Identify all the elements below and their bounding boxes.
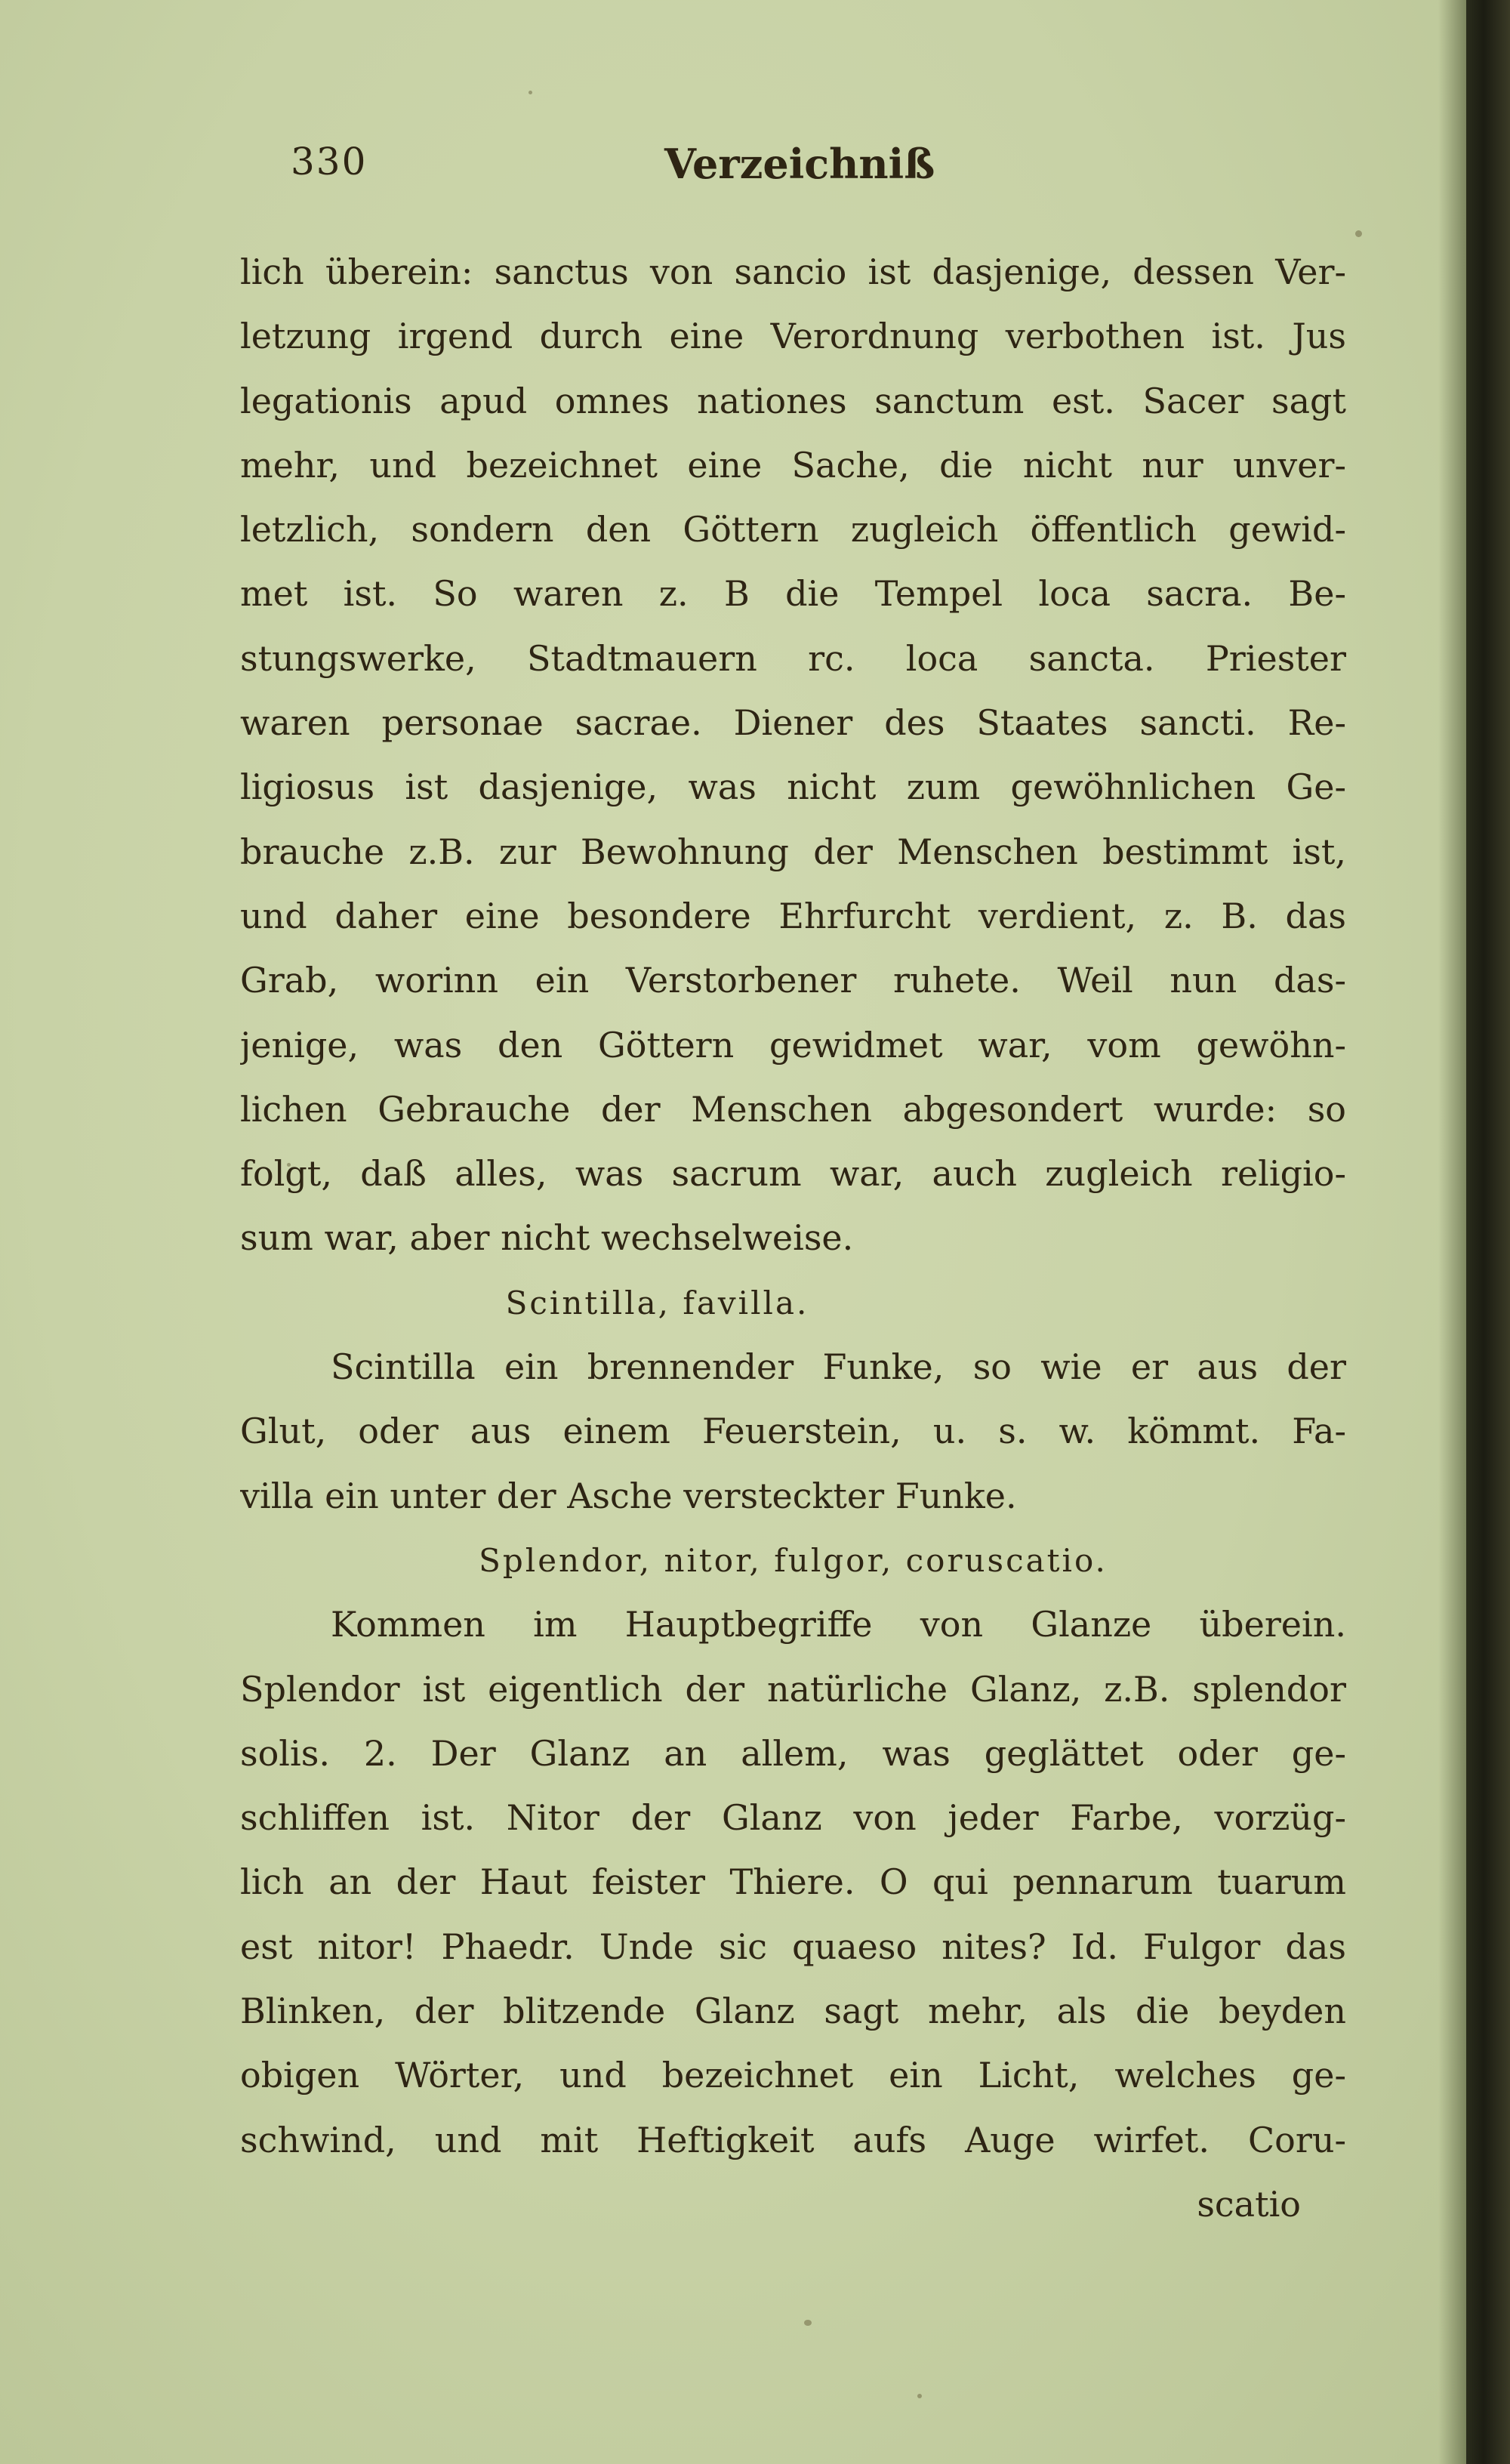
page-number: 330: [291, 140, 368, 183]
text-line: lichen Gebrauche der Menschen abgesondert wurde: so: [240, 1088, 1346, 1130]
text-line: Kommen im Hauptbegriffe von Glanze überein.: [331, 1604, 1346, 1645]
text-line: Blinken, der blitzende Glanz sagt mehr, als die beyden: [240, 1991, 1346, 2032]
text-line: schliffen ist. Nitor der Glanz von jeder Farbe, vorzüg-: [240, 1797, 1346, 1839]
text-line: mehr, und bezeichnet eine Sache, die nicht nur unver-: [240, 444, 1346, 486]
text-line: est nitor! Phaedr. Unde sic quaeso nites? Id. Fulgor das: [240, 1926, 1346, 1967]
text-line: Glut, oder aus einem Feuerstein, u. s. w. kömmt. Fa-: [240, 1411, 1346, 1452]
text-line: legationis apud omnes nationes sanctum est. Sacer sagt: [240, 380, 1346, 421]
catchword: scatio: [1197, 2183, 1301, 2225]
text-line: letzlich, sondern den Göttern zugleich öffentlich gewid-: [240, 509, 1346, 550]
entry-heading-scintilla: Scintilla, favilla.: [505, 1284, 809, 1321]
text-line: stungswerke, Stadtmauern rc. loca sancta. Priester: [240, 637, 1346, 679]
text-line: solis. 2. Der Glanz an allem, was geglättet oder ge-: [240, 1732, 1346, 1774]
paper-speck: [804, 2320, 812, 2326]
text-line: obigen Wörter, und bezeichnet ein Licht, welches ge-: [240, 2055, 1346, 2096]
text-line: jenige, was den Göttern gewidmet war, vom gewöhn-: [240, 1024, 1346, 1065]
text-line: sum war, aber nicht wechselweise.: [240, 1217, 854, 1259]
text-line: lich an der Haut feister Thiere. O qui pennarum tuarum: [240, 1861, 1346, 1903]
text-line: Splendor ist eigentlich der natürliche Glanz, z.B. splendor: [240, 1668, 1346, 1710]
text-line: und daher eine besondere Ehrfurcht verdient, z. B. das: [240, 895, 1346, 936]
text-line: Scintilla ein brennender Funke, so wie er aus der: [331, 1346, 1346, 1388]
text-line: waren personae sacrae. Diener des Staates sancti. Re-: [240, 702, 1346, 744]
text-line: villa ein unter der Asche versteckter Funke.: [240, 1475, 1017, 1516]
paper-speck: [1355, 230, 1362, 237]
text-line: ligiosus ist dasjenige, was nicht zum gewöhnlichen Ge-: [240, 766, 1346, 808]
page-header: [0, 140, 1466, 200]
text-line: schwind, und mit Heftigkeit aufs Auge wirfet. Coru-: [240, 2119, 1346, 2160]
paper-speck: [528, 91, 532, 94]
entry-heading-splendor: Splendor, nitor, fulgor, coruscatio.: [479, 1541, 1108, 1579]
text-line: letzung irgend durch eine Verordnung verbothen ist. Jus: [240, 316, 1346, 357]
paper-speck: [917, 2394, 922, 2398]
running-head: Verzeichniß: [664, 140, 935, 188]
text-line: lich überein: sanctus von sancio ist dasjenige, dessen Ver-: [240, 251, 1346, 292]
text-line: Grab, worinn ein Verstorbener ruhete. Weil nun das-: [240, 960, 1346, 1001]
body-text: [240, 240, 1346, 2237]
text-line: met ist. So waren z. B die Tempel loca sacra. Be-: [240, 573, 1346, 615]
book-binding-gutter: [1466, 0, 1510, 2464]
text-line: folgt, daß alles, was sacrum war, auch zugleich religio-: [240, 1153, 1346, 1195]
page-gutter-shadow: [1438, 0, 1466, 2464]
text-line: brauche z.B. zur Bewohnung der Menschen bestimmt ist,: [240, 831, 1346, 872]
